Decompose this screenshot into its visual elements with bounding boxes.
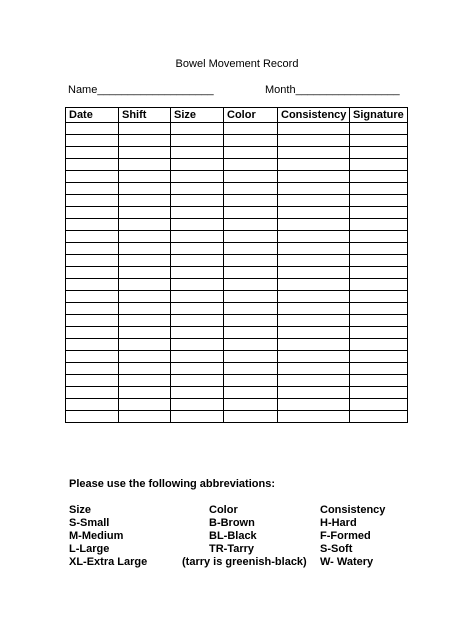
table-cell[interactable] <box>278 243 350 255</box>
table-cell[interactable] <box>350 255 408 267</box>
table-cell[interactable] <box>66 291 119 303</box>
consistency-legend-item: S-Soft <box>320 543 353 555</box>
table-cell[interactable] <box>278 231 350 243</box>
table-row <box>66 243 408 255</box>
table-cell[interactable] <box>66 183 119 195</box>
table-row <box>66 363 408 375</box>
month-field[interactable]: Month_________________ <box>265 84 400 96</box>
table-cell[interactable] <box>350 243 408 255</box>
table-cell[interactable] <box>66 351 119 363</box>
table-cell[interactable] <box>224 135 278 147</box>
table-cell[interactable] <box>119 123 171 135</box>
table-cell[interactable] <box>119 303 171 315</box>
table-cell[interactable] <box>119 291 171 303</box>
table-cell[interactable] <box>350 195 408 207</box>
table-cell[interactable] <box>350 399 408 411</box>
table-cell[interactable] <box>350 135 408 147</box>
table-cell[interactable] <box>171 135 224 147</box>
table-cell[interactable] <box>119 315 171 327</box>
table-cell[interactable] <box>350 339 408 351</box>
table-cell[interactable] <box>278 123 350 135</box>
table-cell[interactable] <box>224 399 278 411</box>
table-row <box>66 351 408 363</box>
table-cell[interactable] <box>224 387 278 399</box>
table-cell[interactable] <box>119 363 171 375</box>
table-cell[interactable] <box>224 327 278 339</box>
table-cell[interactable] <box>224 315 278 327</box>
table-row <box>66 291 408 303</box>
table-cell[interactable] <box>171 327 224 339</box>
table-cell[interactable] <box>171 159 224 171</box>
table-cell[interactable] <box>278 375 350 387</box>
consistency-legend-item: W- Watery <box>320 556 374 568</box>
table-cell[interactable] <box>66 147 119 159</box>
table-cell[interactable] <box>66 411 119 423</box>
table-cell[interactable] <box>171 219 224 231</box>
table-row <box>66 411 408 423</box>
table-row <box>66 279 408 291</box>
table-cell[interactable] <box>171 171 224 183</box>
header-row <box>66 108 408 123</box>
table-cell[interactable] <box>278 399 350 411</box>
table-cell[interactable] <box>278 363 350 375</box>
table-cell[interactable] <box>171 183 224 195</box>
table-cell[interactable] <box>171 411 224 423</box>
table-cell[interactable] <box>119 267 171 279</box>
header-date: Date <box>66 108 119 123</box>
color-legend-item: TR-Tarry <box>209 543 255 555</box>
table-cell[interactable] <box>278 327 350 339</box>
table-cell[interactable] <box>119 399 171 411</box>
color-legend-item: BL-Black <box>209 530 257 542</box>
table-cell[interactable] <box>66 159 119 171</box>
name-field[interactable]: Name___________________ <box>68 84 214 96</box>
table-cell[interactable] <box>119 339 171 351</box>
table-cell[interactable] <box>119 387 171 399</box>
table-cell[interactable] <box>278 315 350 327</box>
table-cell[interactable] <box>119 375 171 387</box>
table-cell[interactable] <box>66 363 119 375</box>
table-cell[interactable] <box>278 303 350 315</box>
table-cell[interactable] <box>278 219 350 231</box>
table-cell[interactable] <box>278 183 350 195</box>
table-cell[interactable] <box>66 255 119 267</box>
table-cell[interactable] <box>350 171 408 183</box>
record-table <box>65 107 408 423</box>
table-cell[interactable] <box>171 231 224 243</box>
table-cell[interactable] <box>278 351 350 363</box>
table-cell[interactable] <box>66 195 119 207</box>
table-row <box>66 231 408 243</box>
table-cell[interactable] <box>119 255 171 267</box>
table-row <box>66 195 408 207</box>
table-cell[interactable] <box>224 123 278 135</box>
table-row <box>66 159 408 171</box>
table-row <box>66 255 408 267</box>
table-cell[interactable] <box>224 207 278 219</box>
header-color: Color <box>224 108 278 123</box>
table-cell[interactable] <box>119 195 171 207</box>
table-cell[interactable] <box>119 243 171 255</box>
header-consistency: Consistency <box>278 108 350 123</box>
table-cell[interactable] <box>350 387 408 399</box>
table-cell[interactable] <box>350 183 408 195</box>
color-legend <box>182 504 307 569</box>
table-cell[interactable] <box>171 267 224 279</box>
table-cell[interactable] <box>224 171 278 183</box>
table-cell[interactable] <box>278 171 350 183</box>
table-cell[interactable] <box>278 195 350 207</box>
table-cell[interactable] <box>119 159 171 171</box>
table-cell[interactable] <box>278 159 350 171</box>
table-cell[interactable] <box>66 207 119 219</box>
table-cell[interactable] <box>66 123 119 135</box>
table-cell[interactable] <box>66 219 119 231</box>
table-cell[interactable] <box>171 375 224 387</box>
table-cell[interactable] <box>119 231 171 243</box>
table-cell[interactable] <box>350 147 408 159</box>
table-cell[interactable] <box>278 135 350 147</box>
table-cell[interactable] <box>224 231 278 243</box>
table-cell[interactable] <box>224 375 278 387</box>
color-legend-item: B-Brown <box>209 517 255 529</box>
table-cell[interactable] <box>119 183 171 195</box>
table-cell[interactable] <box>278 267 350 279</box>
table-cell[interactable] <box>171 387 224 399</box>
table-cell[interactable] <box>119 135 171 147</box>
table-cell[interactable] <box>171 207 224 219</box>
table-row <box>66 387 408 399</box>
table-cell[interactable] <box>66 171 119 183</box>
header-shift: Shift <box>119 108 171 123</box>
table-cell[interactable] <box>350 327 408 339</box>
table-cell[interactable] <box>119 411 171 423</box>
abbreviations-heading: Please use the following abbreviations: <box>69 478 275 490</box>
table-row <box>66 339 408 351</box>
consistency-legend-item: H-Hard <box>320 517 357 529</box>
table-cell[interactable] <box>171 303 224 315</box>
table-cell[interactable] <box>224 159 278 171</box>
size-legend-item: L-Large <box>69 543 110 555</box>
table-cell[interactable] <box>350 279 408 291</box>
table-cell[interactable] <box>171 339 224 351</box>
table-cell[interactable] <box>171 279 224 291</box>
table-cell[interactable] <box>66 303 119 315</box>
table-cell[interactable] <box>66 339 119 351</box>
table-cell[interactable] <box>119 171 171 183</box>
table-cell[interactable] <box>119 147 171 159</box>
table-cell[interactable] <box>66 267 119 279</box>
table-row <box>66 207 408 219</box>
size-legend <box>69 504 147 569</box>
table-row <box>66 399 408 411</box>
table-cell[interactable] <box>224 243 278 255</box>
table-cell[interactable] <box>278 255 350 267</box>
table-cell[interactable] <box>171 195 224 207</box>
table-cell[interactable] <box>224 339 278 351</box>
table-cell[interactable] <box>350 159 408 171</box>
color-legend-item: (tarry is greenish-black) <box>182 556 307 568</box>
table-cell[interactable] <box>350 219 408 231</box>
table-cell[interactable] <box>171 399 224 411</box>
table-cell[interactable] <box>350 315 408 327</box>
table-cell[interactable] <box>224 351 278 363</box>
table-cell[interactable] <box>66 387 119 399</box>
table-cell[interactable] <box>171 363 224 375</box>
table-cell[interactable] <box>171 315 224 327</box>
consistency-legend-title: Consistency <box>320 504 386 516</box>
table-cell[interactable] <box>224 255 278 267</box>
table-row <box>66 135 408 147</box>
table-cell[interactable] <box>171 147 224 159</box>
form-title: Bowel Movement Record <box>175 58 299 70</box>
size-legend-title: Size <box>69 504 92 516</box>
table-cell[interactable] <box>119 279 171 291</box>
table-cell[interactable] <box>66 327 119 339</box>
table-cell[interactable] <box>350 123 408 135</box>
table-cell[interactable] <box>224 411 278 423</box>
table-row <box>66 123 408 135</box>
table-cell[interactable] <box>66 279 119 291</box>
table-cell[interactable] <box>224 195 278 207</box>
table-cell[interactable] <box>350 267 408 279</box>
record-body <box>66 123 408 423</box>
table-cell[interactable] <box>350 351 408 363</box>
table-cell[interactable] <box>278 147 350 159</box>
size-legend-item: S-Small <box>69 517 110 529</box>
table-cell[interactable] <box>278 291 350 303</box>
table-row <box>66 315 408 327</box>
table-cell[interactable] <box>278 339 350 351</box>
table-cell[interactable] <box>224 147 278 159</box>
table-cell[interactable] <box>224 363 278 375</box>
table-cell[interactable] <box>350 207 408 219</box>
table-cell[interactable] <box>224 291 278 303</box>
table-cell[interactable] <box>224 303 278 315</box>
table-row <box>66 267 408 279</box>
table-cell[interactable] <box>171 123 224 135</box>
table-row <box>66 171 408 183</box>
table-cell[interactable] <box>66 399 119 411</box>
table-row <box>66 183 408 195</box>
table-cell[interactable] <box>278 279 350 291</box>
table-cell[interactable] <box>350 231 408 243</box>
table-cell[interactable] <box>224 267 278 279</box>
table-cell[interactable] <box>171 255 224 267</box>
table-cell[interactable] <box>224 219 278 231</box>
table-row <box>66 147 408 159</box>
table-cell[interactable] <box>119 219 171 231</box>
table-row <box>66 327 408 339</box>
table-cell[interactable] <box>278 411 350 423</box>
table-cell[interactable] <box>224 183 278 195</box>
table-cell[interactable] <box>350 291 408 303</box>
table-row <box>66 375 408 387</box>
size-legend-item: XL-Extra Large <box>69 556 148 568</box>
table-cell[interactable] <box>350 303 408 315</box>
table-cell[interactable] <box>171 351 224 363</box>
table-cell[interactable] <box>66 243 119 255</box>
size-legend-item: M-Medium <box>69 530 124 542</box>
table-cell[interactable] <box>224 279 278 291</box>
table-cell[interactable] <box>171 243 224 255</box>
table-cell[interactable] <box>119 207 171 219</box>
table-cell[interactable] <box>350 363 408 375</box>
consistency-legend-item: F-Formed <box>320 530 371 542</box>
color-legend-title: Color <box>209 504 238 516</box>
table-cell[interactable] <box>66 375 119 387</box>
header-signature: Signature <box>350 108 408 123</box>
table-row <box>66 219 408 231</box>
table-cell[interactable] <box>278 207 350 219</box>
header-size: Size <box>171 108 224 123</box>
table-cell[interactable] <box>171 291 224 303</box>
table-cell[interactable] <box>119 351 171 363</box>
table-cell[interactable] <box>66 315 119 327</box>
table-cell[interactable] <box>66 231 119 243</box>
table-cell[interactable] <box>66 135 119 147</box>
table-cell[interactable] <box>278 387 350 399</box>
table-row <box>66 303 408 315</box>
consistency-legend <box>320 504 385 569</box>
table-cell[interactable] <box>350 411 408 423</box>
table-cell[interactable] <box>350 375 408 387</box>
table-cell[interactable] <box>119 327 171 339</box>
